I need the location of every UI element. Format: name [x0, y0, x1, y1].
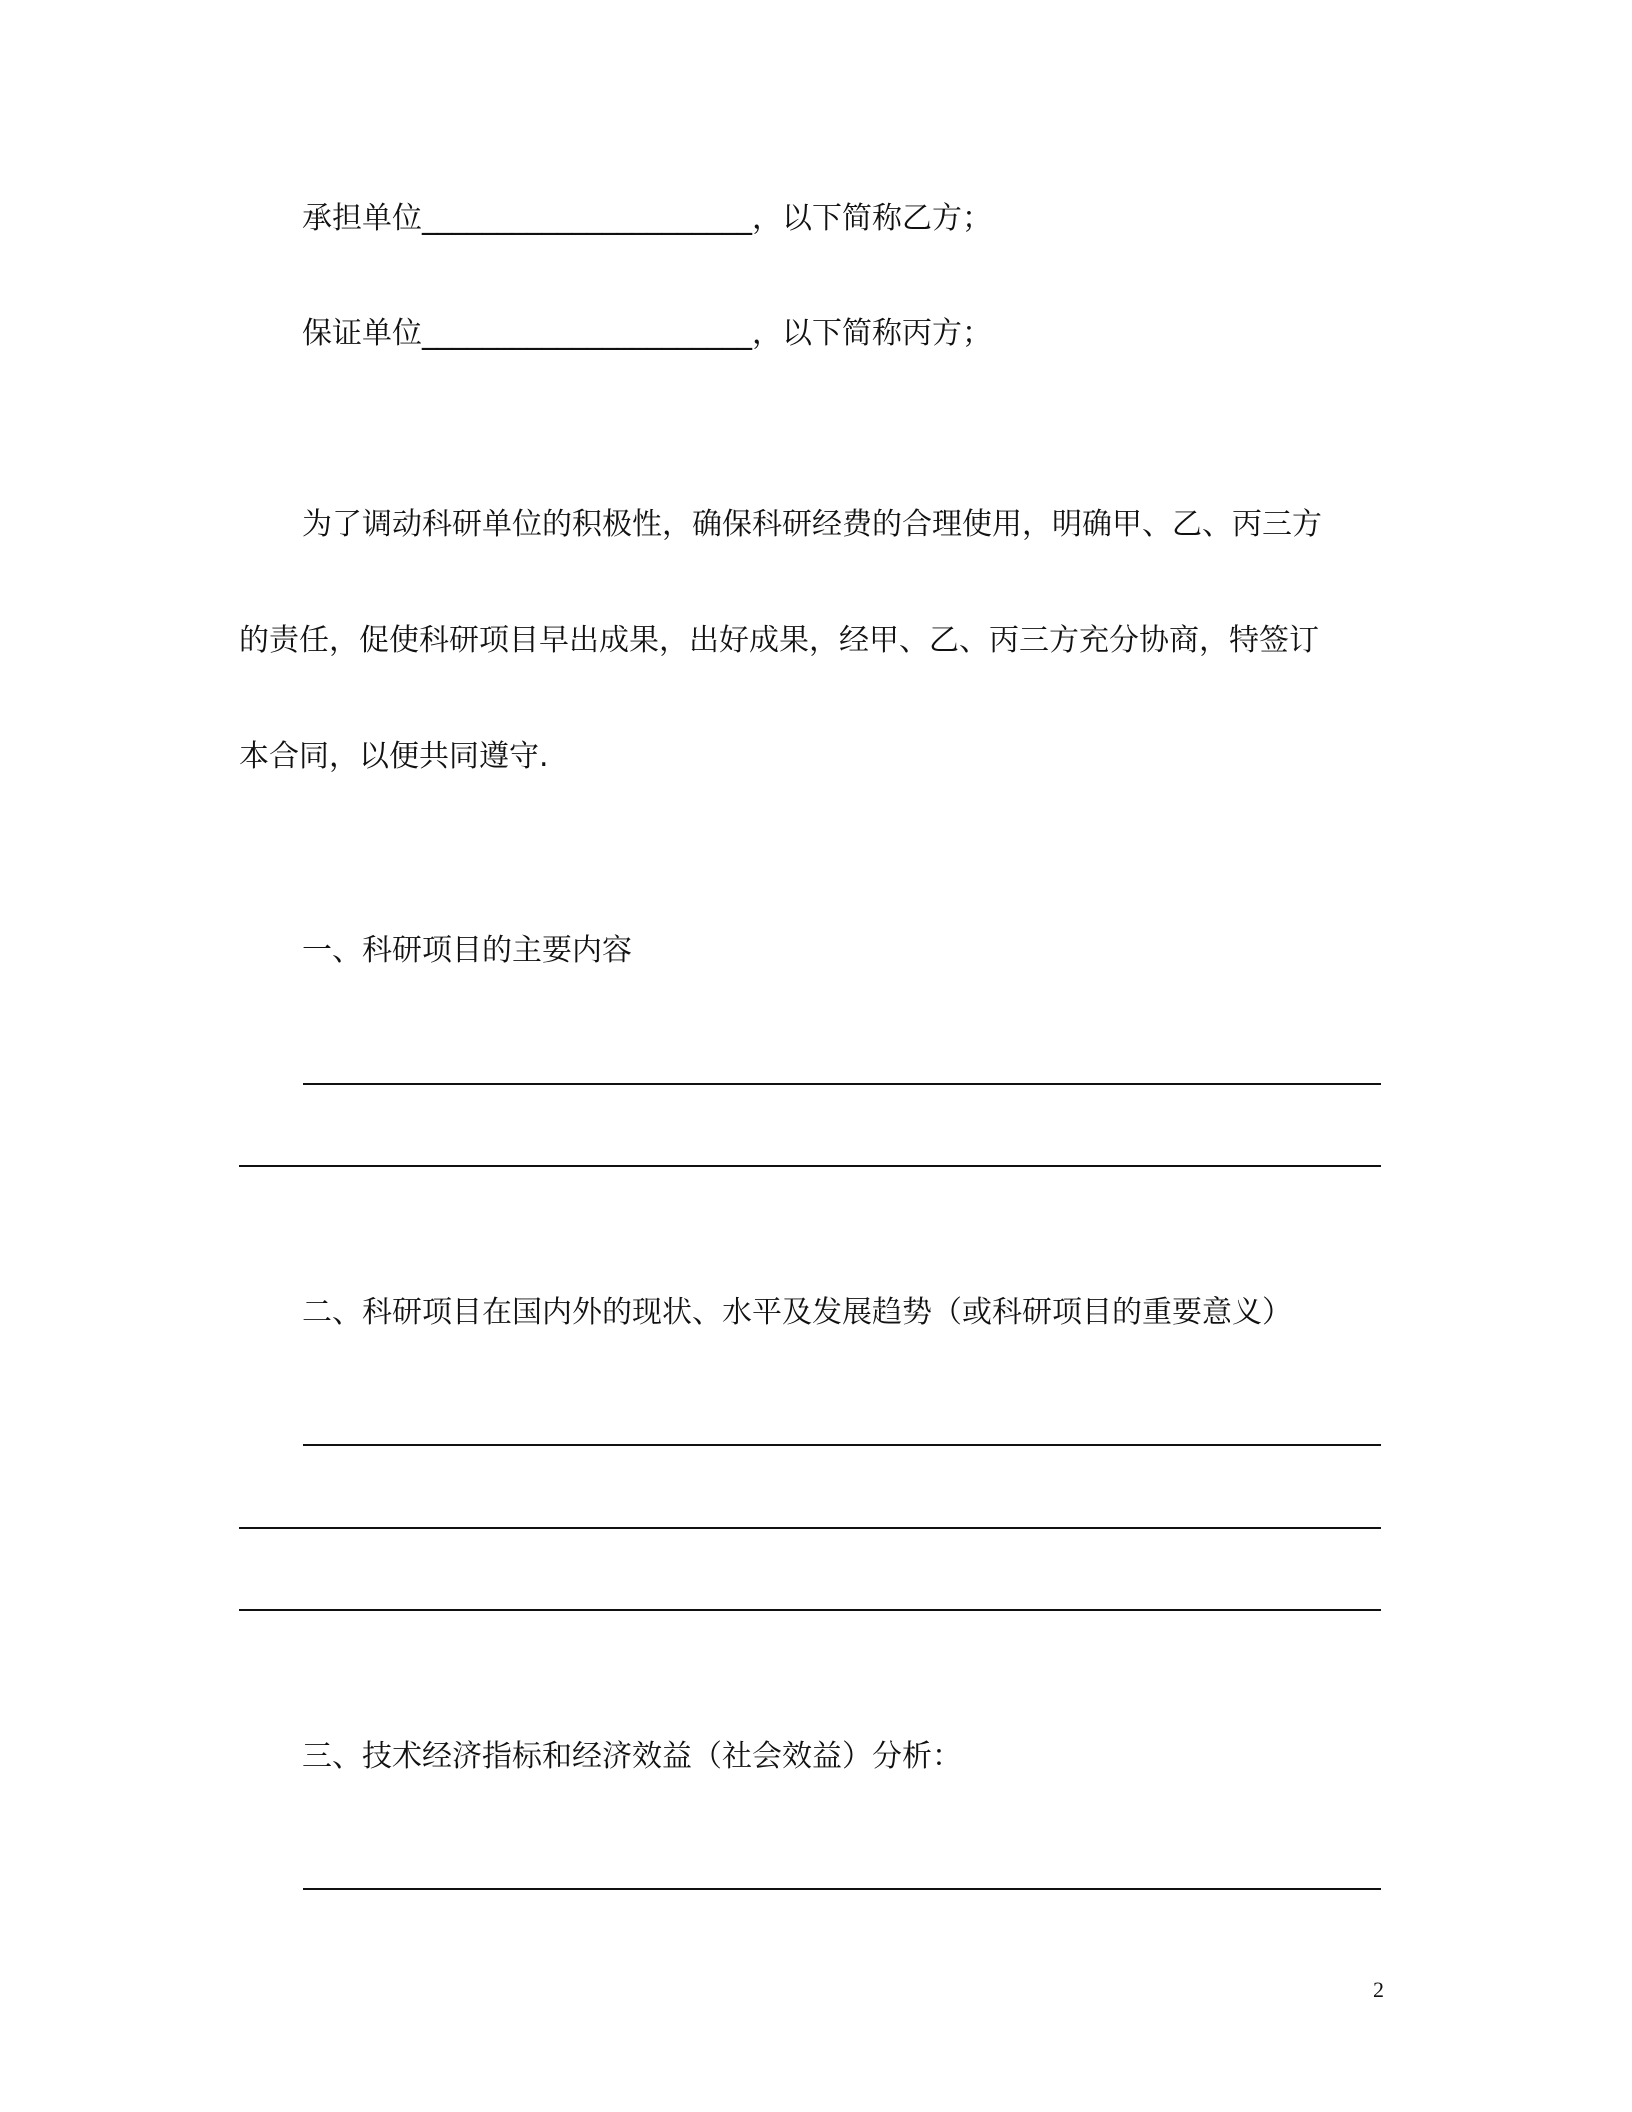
preamble-line-2: 的责任，促使科研项目早出成果，出好成果，经甲、乙、丙三方充分协商，特签订 [239, 623, 1319, 658]
section-2-blank-line-2[interactable] [239, 1527, 1381, 1529]
party-b-line [302, 199, 992, 239]
section-2-blank-line-3[interactable] [239, 1609, 1381, 1611]
party-c-blank[interactable]: ______________________ [422, 316, 752, 351]
section-1-blank-line-1[interactable] [303, 1083, 1381, 1085]
page-number: 2 [1373, 1977, 1384, 2002]
party-c-suffix: ，以下简称丙方； [752, 316, 992, 351]
section-2-heading: 二、科研项目在国内外的现状、水平及发展趋势（或科研项目的重要意义） [302, 1295, 1292, 1330]
section-3-heading: 三、技术经济指标和经济效益（社会效益）分析： [302, 1739, 962, 1774]
section-2-blank-line-1[interactable] [303, 1444, 1381, 1446]
party-c-line [302, 314, 992, 354]
section-1-heading: 一、科研项目的主要内容 [302, 933, 632, 968]
section-1-blank-line-2[interactable] [239, 1165, 1381, 1167]
party-b-blank[interactable]: ______________________ [422, 201, 752, 236]
preamble-line-1: 为了调动科研单位的积极性，确保科研经费的合理使用，明确甲、乙、丙三方 [302, 507, 1322, 542]
party-b-label: 承担单位 [302, 201, 422, 236]
party-c-label: 保证单位 [302, 316, 422, 351]
section-3-blank-line-1[interactable] [303, 1888, 1381, 1890]
party-b-suffix: ，以下简称乙方； [752, 201, 992, 236]
preamble-line-3: 本合同，以便共同遵守. [239, 739, 549, 774]
